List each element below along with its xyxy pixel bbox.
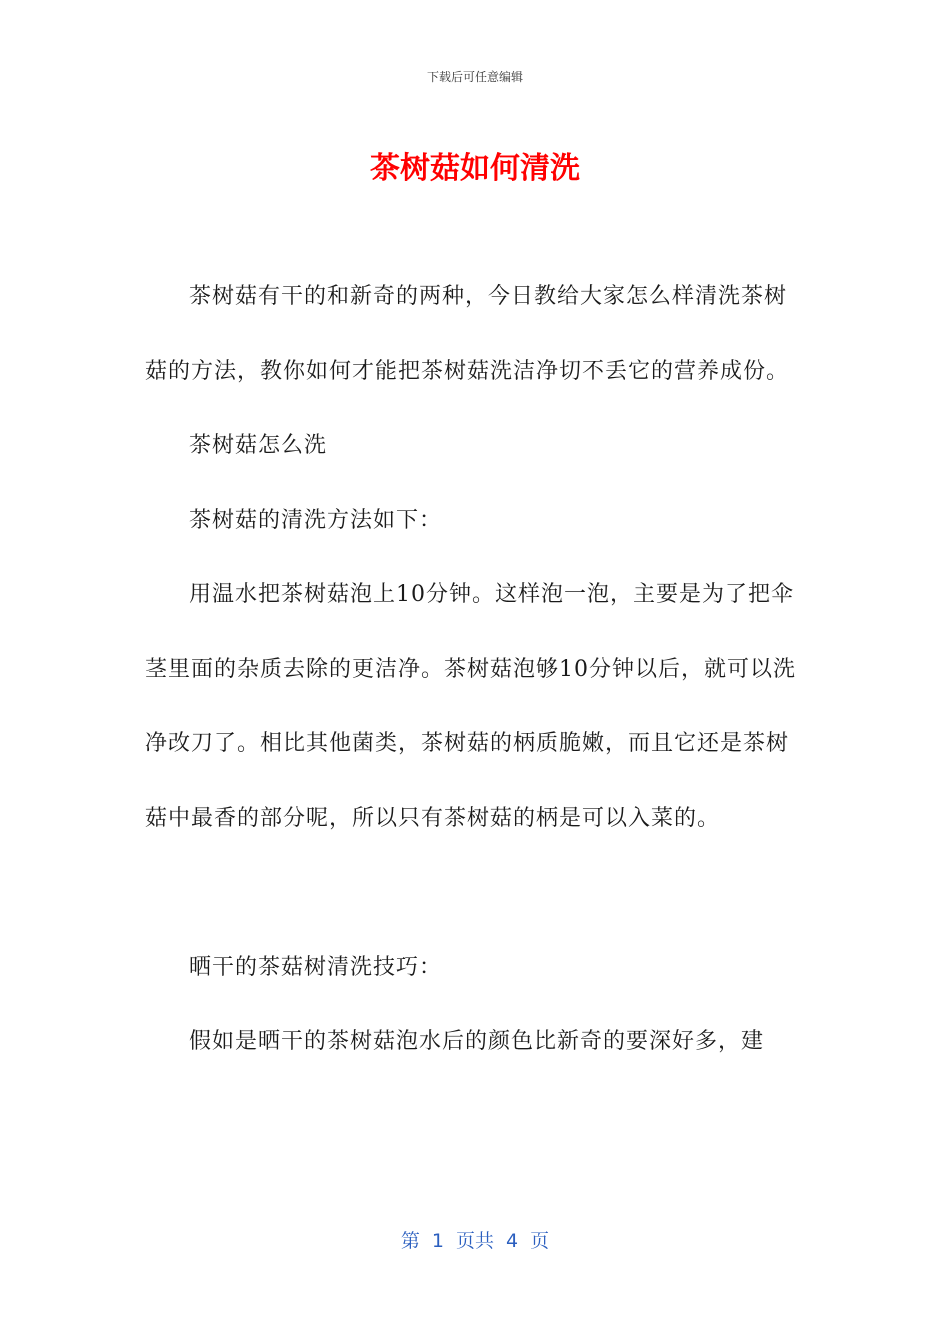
paragraph-method-intro: 茶树菇的清洗方法如下： (189, 507, 443, 533)
paragraph-dried-tips-heading: 晒干的茶菇树清洗技巧： (189, 954, 443, 980)
paragraph-dried-tips: 假如是晒干的茶树菇泡水后的颜色比新奇的要深好多，建 (189, 1029, 765, 1054)
page-total: 4 (506, 1230, 519, 1252)
page-label-mid: 页共 (455, 1230, 494, 1252)
header-note: 下载后可任意编辑 (426, 70, 523, 84)
paragraph-spacer (145, 856, 805, 931)
document-body (145, 260, 805, 1080)
paragraph-method-detail: 用温水把茶树菇泡上10分钟。这样泡一泡，主要是为了把伞茎里面的杂质去除的更洁净。茶树菇泡够10分钟以后，就可以洗净改刀了。相比其他菌类，茶树菇的柄质脆嫩，而且它还是茶树菇中最香的部分呢，所以只有茶树菇的柄是可以入菜的。 (145, 582, 796, 831)
paragraph-subheading-how-to-wash: 茶树菇怎么洗 (189, 433, 328, 458)
document-title: 茶树菇如何清洗 (370, 151, 580, 186)
page-footer (0, 1226, 950, 1253)
page-current: 1 (431, 1230, 444, 1252)
paragraph-intro: 茶树菇有干的和新奇的两种，今日教给大家怎么样清洗茶树菇的方法，教你如何才能把茶树菇洗洁净切不丢它的营养成份。 (145, 284, 790, 384)
page-label-prefix: 第 (400, 1230, 420, 1252)
page-label-suffix: 页 (530, 1230, 550, 1252)
